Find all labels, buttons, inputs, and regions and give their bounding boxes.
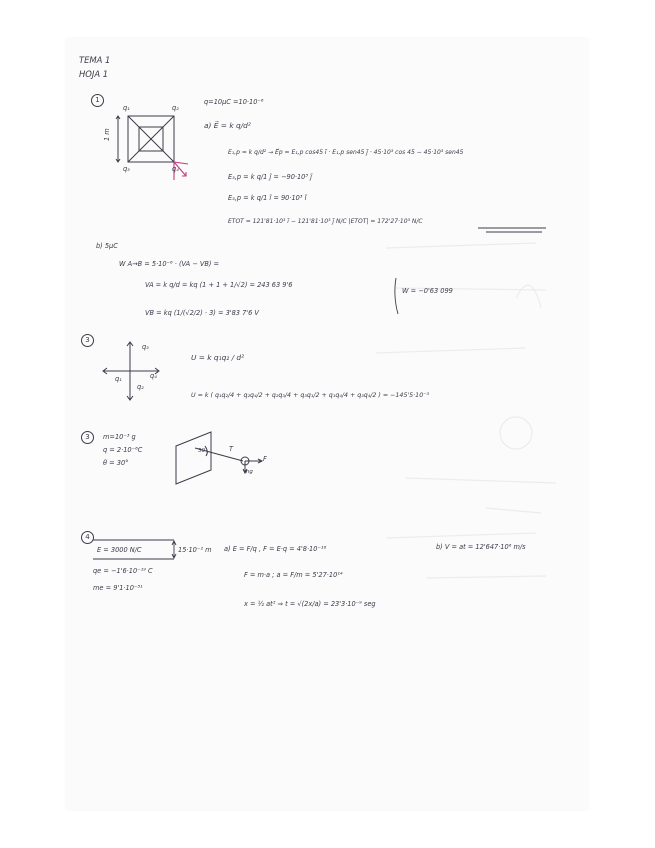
electron-mass: me = 9'1·10⁻³¹ <box>93 584 143 592</box>
part-b-velocity: b) V = at = 12'647·10⁶ m/s <box>436 543 526 551</box>
field-box-lines <box>66 38 588 810</box>
field-e1-line: E₁,p = k q/d² → E⃗p = E₁,p cos45 ĩ · E₁,p sen45 j̃ · 45·10³ cos 45 − 45·10³ sen45 <box>228 149 464 156</box>
tension-label: T <box>229 445 234 453</box>
cross-label-q2: q₂ <box>137 383 144 391</box>
field-total-line: ETOT = 121'81·10³ ĩ − 121'81·10³ j̃ N/C |ETOT| = 172'27·10³ N/C <box>228 218 423 225</box>
header-sheet: HOJA 1 <box>79 69 109 79</box>
part-a-formula: a) E⃗ = k q/d² <box>204 121 251 130</box>
work-a-to-b: W A→B = 5·10⁻⁶ · (VA − VB) = <box>119 260 220 268</box>
cross-label-q1: q₁ <box>115 375 122 383</box>
charge-label-q2: q₂ <box>172 104 179 112</box>
cross-label-q4: q₄ <box>150 372 157 380</box>
field-e3y-line: E₃,p = k q/1 j̃ = −90·10³ j̃ <box>228 173 312 181</box>
angle-given: θ = 30° <box>103 459 129 467</box>
exercise-number-3b: 3 <box>81 431 94 444</box>
potential-vb: VB = kq (1/(√2/2) · 3) = 3'83 7'6 V <box>145 309 259 317</box>
energy-definition: U = k q₁q₂ / d² <box>191 353 245 362</box>
cross-label-q3: q₃ <box>142 343 149 351</box>
charge-label-q1: q₁ <box>123 104 130 112</box>
work-result: W = −0'63 099 <box>402 287 453 295</box>
charge-value: q=10μC =10·10⁻⁶ <box>204 98 264 106</box>
part-b-label: b) 5μC <box>96 242 118 250</box>
field-e3x-line: E₃,p = k q/1 ĩ = 90·10³ ĩ <box>228 194 307 202</box>
plate-distance: 15·10⁻² m <box>178 546 212 554</box>
charge-given: q = 2·10⁻⁶C <box>103 446 143 454</box>
part-a-acceleration: F = m·a ; a = F/m = 5'27·10¹⁴ <box>244 571 343 579</box>
header-topic: TEMA 1 <box>79 55 111 65</box>
energy-expression: U = k ( q₁q₂/4 + q₂q₄/2 + q₂q₃/4 + q₃q₁/2 + q₁q₄/4 + q₃q₄/2 ) = −145'5·10⁻³ <box>191 392 430 399</box>
exercise-number-4: 4 <box>81 531 94 544</box>
part-a-time: x = ½ at² ⇒ t = √(2x/a) = 23'3·10⁻⁹ seg <box>244 600 376 608</box>
part-a-force: a) E = F/q , F = E·q = 4'8·10⁻¹⁶ <box>224 545 327 553</box>
angle-label: 30 <box>198 448 205 454</box>
notebook-page <box>66 38 588 810</box>
charge-label-q3: q₃ <box>123 165 130 173</box>
side-length-label: 1 m <box>103 128 111 141</box>
mass-given: m=10⁻³ g <box>103 433 136 441</box>
exercise-number-1: 1 <box>91 94 104 107</box>
charge-label-q4: q₄ <box>172 165 179 173</box>
field-strength: E = 3000 N/C <box>97 546 142 554</box>
electron-charge: qe = −1'6·10⁻¹⁹ C <box>93 567 153 575</box>
potential-va: VA = k q/d = kq (1 + 1 + 1/√2) = 243 63 9'6 <box>145 281 293 289</box>
force-label: F <box>263 455 267 463</box>
weight-label: mg <box>244 469 253 475</box>
exercise-number-3a: 3 <box>81 334 94 347</box>
